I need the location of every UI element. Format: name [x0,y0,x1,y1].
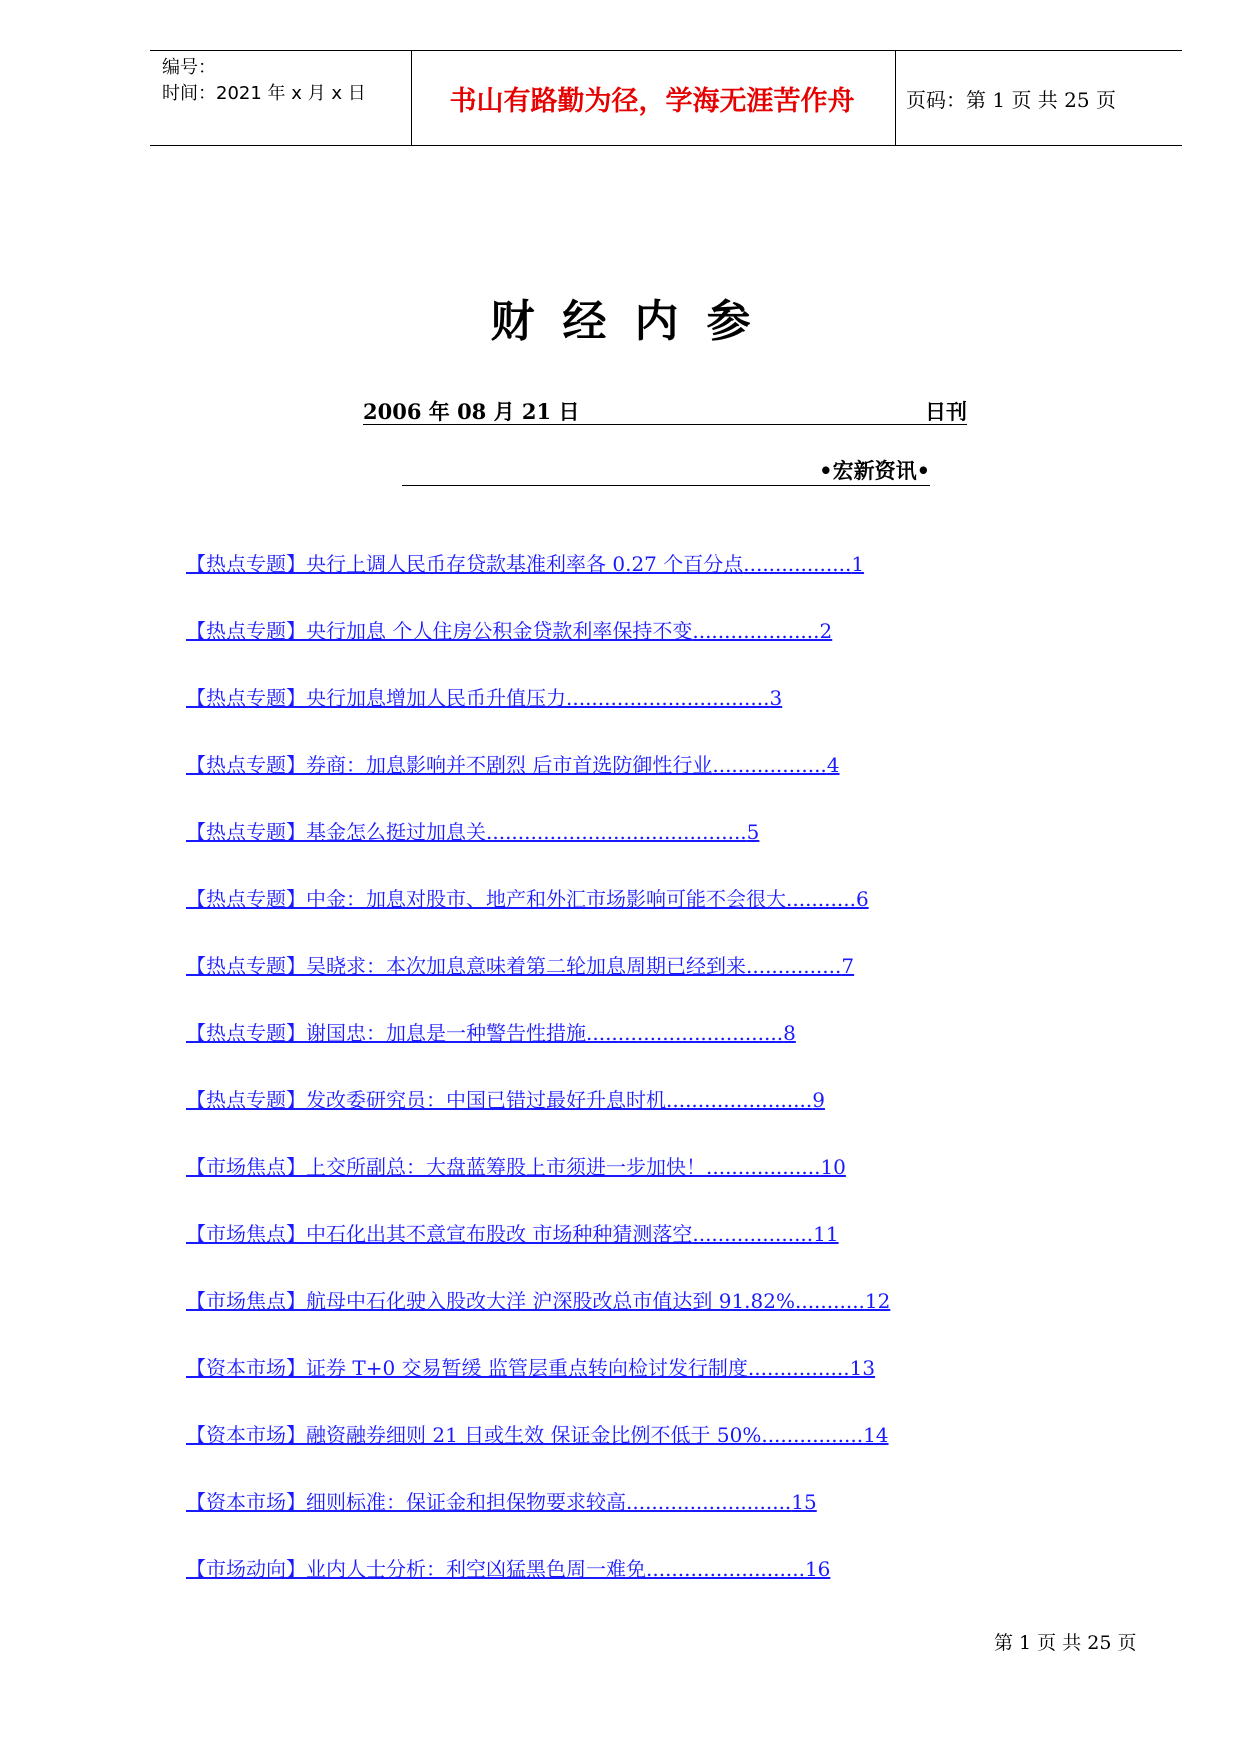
toc-entry-title: 【热点专题】央行加息增加人民币升值压力 [186,686,566,710]
toc-entry-page: 16 [804,1557,831,1581]
toc-entry-page: 11 [813,1222,839,1246]
page-footer: 第 1 页 共 25 页 [994,1632,1137,1654]
toc-entry-title: 【资本市场】细则标准：保证金和担保物要求较高 [186,1490,626,1514]
toc-entry-title: 【市场焦点】上交所副总：大盘蓝筹股上市须进一步加快！ [186,1155,706,1179]
toc-leader: .................. [712,753,827,777]
toc-entry-title: 【资本市场】证券 T+0 交易暂缓 监管层重点转向检讨发行制度 [186,1356,748,1380]
toc-entry-page: 8 [783,1021,796,1045]
toc-leader: ....................... [666,1088,813,1112]
toc-entry[interactable] [186,1151,846,1181]
toc-entry-page: 13 [849,1356,876,1380]
toc-entry[interactable] [186,1017,796,1047]
toc-leader: ................ [761,1423,864,1447]
doc-number-label: 编号： [162,57,216,78]
header-page-info: 页码：第 1 页 共 25 页 [906,87,1116,112]
toc-entry-page: 14 [863,1423,889,1447]
toc-entry-title: 【热点专题】基金怎么挺过加息关 [186,820,486,844]
toc-entry-page: 7 [841,954,855,978]
toc-leader: .................... [692,619,820,643]
toc-entry-page: 5 [746,820,760,844]
header-motto: 书山有路勤为径，学海无涯苦作舟 [449,85,855,117]
toc-leader: .......................... [626,1490,792,1514]
toc-entry[interactable] [186,1218,839,1248]
toc-entry-title: 【热点专题】中金：加息对股市、地产和外汇市场影响可能不会很大 [186,887,786,911]
toc-entry[interactable] [186,1352,875,1382]
doc-time-label: 时间：2021 年 x 月 x 日 [162,83,366,104]
toc-leader: ........... [786,887,856,911]
toc-entry-title: 【热点专题】发改委研究员：中国已错过最好升息时机 [186,1088,666,1112]
toc-leader: ......................................... [486,820,747,844]
doc-title: 财经内参 [490,296,779,347]
toc-entry-title: 【热点专题】央行上调人民币存贷款基准利率各 0.27 个百分点 [186,552,744,576]
toc-entry-title: 【市场焦点】中石化出其不意宣布股改 市场种种猜测落空 [186,1222,693,1246]
toc-leader: ......................... [646,1557,805,1581]
toc-entry-title: 【市场焦点】航母中石化驶入股改大洋 沪深股改总市值达到 91.82% [186,1289,795,1313]
toc-entry-page: 15 [791,1490,817,1514]
header-meta [150,51,410,145]
toc-entry-title: 【热点专题】吴晓求：本次加息意味着第二轮加息周期已经到来 [186,954,746,978]
toc-entry-title: 【热点专题】谢国忠：加息是一种警告性措施 [186,1021,586,1045]
toc-entry[interactable] [186,950,854,980]
toc-leader: ............... [746,954,842,978]
toc-entry[interactable] [186,548,864,578]
toc-leader: ................... [692,1222,814,1246]
toc-leader: ................ [747,1356,850,1380]
source-line: •宏新资讯• [402,455,930,486]
toc-leader: ........... [794,1289,865,1313]
toc-entry[interactable] [186,615,832,645]
toc-entry-page: 10 [820,1155,846,1179]
toc-entry-title: 【市场动向】业内人士分析：利空凶猛黑色周一难免 [186,1557,646,1581]
toc-entry-page: 9 [812,1088,825,1112]
toc-leader: ................................ [566,686,770,710]
toc-entry-page: 1 [851,552,865,576]
toc-entry[interactable] [186,1486,817,1516]
toc-entry[interactable] [186,749,840,779]
toc-entry-page: 3 [769,686,783,710]
toc-entry-title: 【热点专题】券商：加息影响并不剧烈 后市首选防御性行业 [186,753,713,777]
toc-entry[interactable] [186,1419,889,1449]
toc-leader: .................. [706,1155,821,1179]
toc-leader: ............................... [586,1021,784,1045]
toc-entry-title: 【资本市场】融资融券细则 21 日或生效 保证金比例不低于 50% [186,1423,762,1447]
toc-entry-page: 6 [855,887,869,911]
toc-entry-title: 【热点专题】央行加息 个人住房公积金贷款利率保持不变 [186,619,693,643]
toc-entry-page: 2 [819,619,833,643]
toc-entry-page: 4 [826,753,840,777]
toc-entry[interactable] [186,883,869,913]
date-line [363,396,967,425]
header-table [150,50,1182,146]
issue-date: 2006 年 08 月 21 日 [363,399,580,424]
toc-entry[interactable] [186,816,759,846]
toc-entry[interactable] [186,1553,830,1583]
toc-entry-page: 12 [864,1289,891,1313]
toc-entry[interactable] [186,682,782,712]
issue-kind: 日刊 [925,399,967,424]
toc-entry[interactable] [186,1084,825,1114]
toc-entry[interactable] [186,1285,890,1315]
toc-leader: ................. [743,552,852,576]
